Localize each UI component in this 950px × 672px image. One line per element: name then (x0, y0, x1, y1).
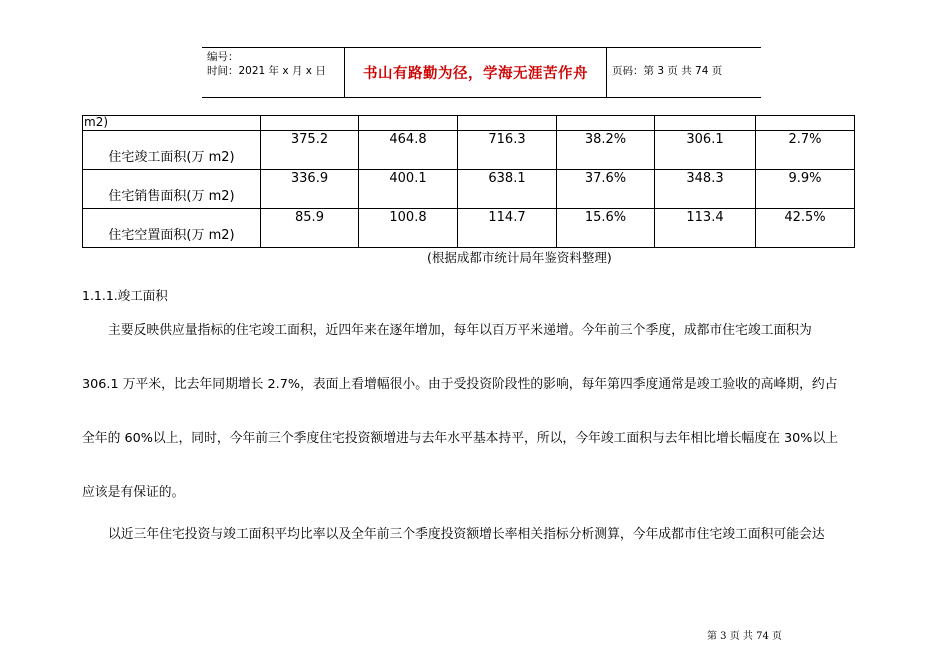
table-cell: 113.4 (655, 209, 756, 248)
section-heading: 1.1.1.竣工面积 (82, 288, 168, 303)
table-row (83, 170, 855, 209)
table-cell: 464.8 (359, 131, 458, 170)
table-cell (756, 116, 855, 131)
table-cell: 375.2 (261, 131, 359, 170)
row-label-completed-area: 住宅竣工面积(万 m2) (83, 131, 261, 170)
table-cell: 306.1 (655, 131, 756, 170)
page-footer: 第 3 页 共 74 页 (707, 631, 782, 642)
header-number-label: 编号： (207, 51, 239, 63)
paragraph-line: 306.1 万平米，比去年同期增长 2.7%，表面上看增幅很小。由于受投资阶段性的影响，每年第四季度通常是竣工验收的高峰期，约占 (82, 377, 838, 392)
table-cell: 336.9 (261, 170, 359, 209)
table-cell: 400.1 (359, 170, 458, 209)
table-row-continued (83, 116, 855, 131)
paragraph-line: 以近三年住宅投资与竣工面积平均比率以及全年前三个季度投资额增长率相关指标分析测算，今年成都市住宅竣工面积可能会达 (108, 527, 825, 542)
source-note: (根据成都市统计局年鉴资料整理) (427, 250, 612, 265)
table-cell: 85.9 (261, 209, 359, 248)
paragraph-line: 主要反映供应量指标的住宅竣工面积，近四年来在逐年增加，每年以百万平米递增。今年前三个季度，成都市住宅竣工面积为 (108, 323, 812, 338)
table-cell: 638.1 (458, 170, 557, 209)
header-meta (207, 50, 326, 78)
paragraph-line: 全年的 60%以上，同时，今年前三个季度住宅投资额增进与去年水平基本持平，所以，今年竣工面积与去年相比增长幅度在 30%以上 (82, 431, 839, 446)
table-cell: 37.6% (557, 170, 655, 209)
table-cell (261, 116, 359, 131)
table-cell: 38.2% (557, 131, 655, 170)
table-cell: 716.3 (458, 131, 557, 170)
table-cell (655, 116, 756, 131)
table-cell-continued-label: m2) (83, 116, 261, 131)
table-cell: 42.5% (756, 209, 855, 248)
table-cell: 2.7% (756, 131, 855, 170)
table-cell: 100.8 (359, 209, 458, 248)
table-row (83, 209, 855, 248)
row-label-sales-area: 住宅销售面积(万 m2) (83, 170, 261, 209)
header-page-info: 页码：第 3 页 共 74 页 (612, 65, 723, 77)
header-divider-right (606, 47, 607, 97)
housing-stats-table (82, 115, 855, 248)
header-motto: 书山有路勤为径，学海无涯苦作舟 (363, 65, 588, 82)
row-label-vacant-area: 住宅空置面积(万 m2) (83, 209, 261, 248)
table-cell: 114.7 (458, 209, 557, 248)
table-cell: 348.3 (655, 170, 756, 209)
table-row (83, 131, 855, 170)
table-cell (359, 116, 458, 131)
table-cell: 15.6% (557, 209, 655, 248)
table-cell (557, 116, 655, 131)
header-time-label: 时间：2021 年 x 月 x 日 (207, 65, 326, 77)
table-cell (458, 116, 557, 131)
header-bottom-rule (202, 97, 761, 98)
table-cell: 9.9% (756, 170, 855, 209)
paragraph-line: 应该是有保证的。 (82, 485, 185, 500)
